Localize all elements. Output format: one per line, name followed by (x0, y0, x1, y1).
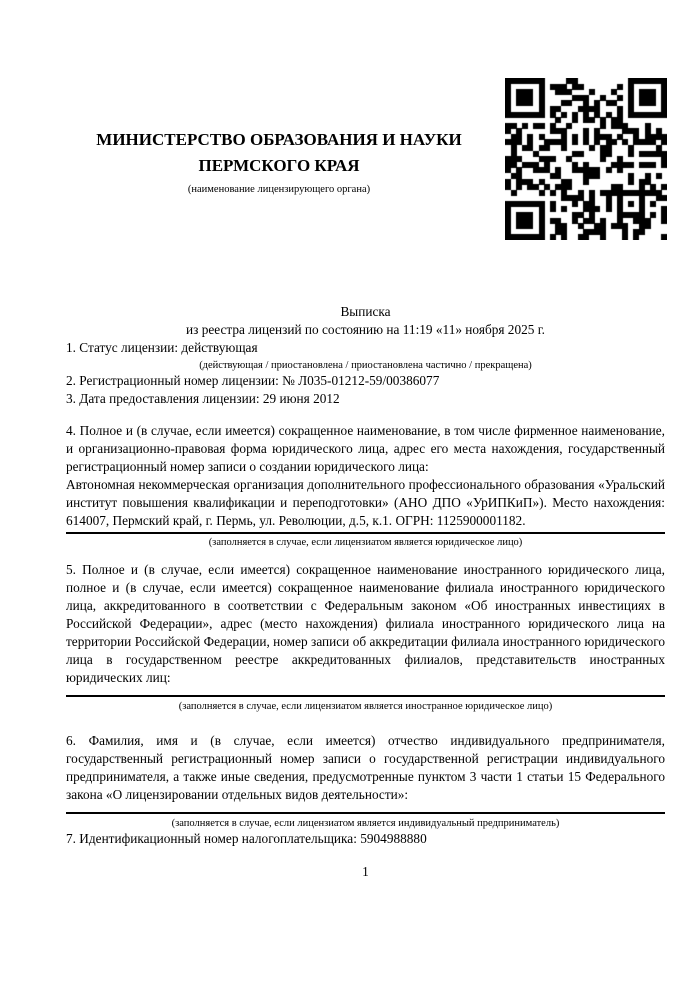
item-6-statement: 6. Фамилия, имя и (в случае, если имеется) отчество индивидуального предпринимателя, государственный регистрационный номер записи о государственной регистрации индивидуального предпринимателя, а также иные сведения, предусмотренные пунктом 3 части 1 статьи 15 Федерального закона «О лицензировании отдельных видов деятельности»: (66, 732, 665, 814)
issuing-authority-name: МИНИСТЕРСТВО ОБРАЗОВАНИЯ И НАУКИ ПЕРМСКОГО КРАЯ (96, 130, 462, 175)
document-body (66, 300, 665, 881)
item-5-fill-note: (заполняется в случае, если лицензиатом является иностранное юридическое лицо) (178, 701, 553, 712)
item-4-legal-entity-section (66, 422, 665, 549)
issuing-authority-note: (наименование лицензирующего органа) (187, 184, 371, 195)
page-number: 1 (362, 864, 369, 879)
item-1-license-status: 1. Статус лицензии: действующая (66, 340, 258, 355)
document-title-line2: из реестра лицензий по состоянию на 11:19 «11» ноября 2025 г. (186, 322, 545, 337)
document-title-line1: Выписка (340, 304, 391, 319)
item-5-foreign-entity-section (66, 561, 665, 713)
qr-code (505, 78, 667, 240)
item-6-entrepreneur-section (66, 732, 665, 830)
qr-code-icon (505, 78, 667, 240)
item-4-legal-entity-value: Автономная некоммерческая организация дополнительного профессионального образования «Уральский институт повышения квалификации и переподготовки» (АНО ДПО «УрИПКиП»). Место нахождения: 614007, Пермский край, г. Пермь, ул. Революции, д.5, к.1. ОГРН: 1125900001182. (66, 476, 665, 534)
item-6-fill-note: (заполняется в случае, если лицензиатом является индивидуальный предприниматель) (171, 818, 560, 829)
item-1-status-options-note: (действующая / приостановлена / приостановлена частично / прекращена) (199, 360, 532, 371)
item-3-grant-date: 3. Дата предоставления лицензии: 29 июня 2012 (66, 391, 340, 406)
item-5-statement: 5. Полное и (в случае, если имеется) сокращенное наименование иностранного юридического лица, полное и (в случае, если имеется) сокращенное наименование филиала иностранного юридического лица, аккредитованного в соответствии с Федеральным законом «Об иностранных инвестициях в Российской Федерации», адрес (место нахождения) филиала иностранного юридического лица на территории Российской Федерации, номер записи об аккредитации филиала иностранного юридического лица в государственном реестре аккредитованных филиалов, представительств иностранных юридических лиц: (66, 561, 665, 697)
item-4-fill-note: (заполняется в случае, если лицензиатом является юридическое лицо) (208, 537, 523, 548)
issuing-authority-block (64, 127, 494, 196)
item-4-statement: 4. Полное и (в случае, если имеется) сокращенное наименование, в том числе фирменное наименование, и организационно-правовая форма юридического лица, адрес его места нахождения, государственный регистрационный номер записи о создании юридического лица: (66, 423, 665, 474)
item-2-registration-number: 2. Регистрационный номер лицензии: № Л035-01212-59/00386077 (66, 373, 440, 388)
document-title (66, 300, 665, 339)
item-7-taxpayer-number: 7. Идентификационный номер налогоплательщика: 5904988880 (66, 831, 427, 846)
